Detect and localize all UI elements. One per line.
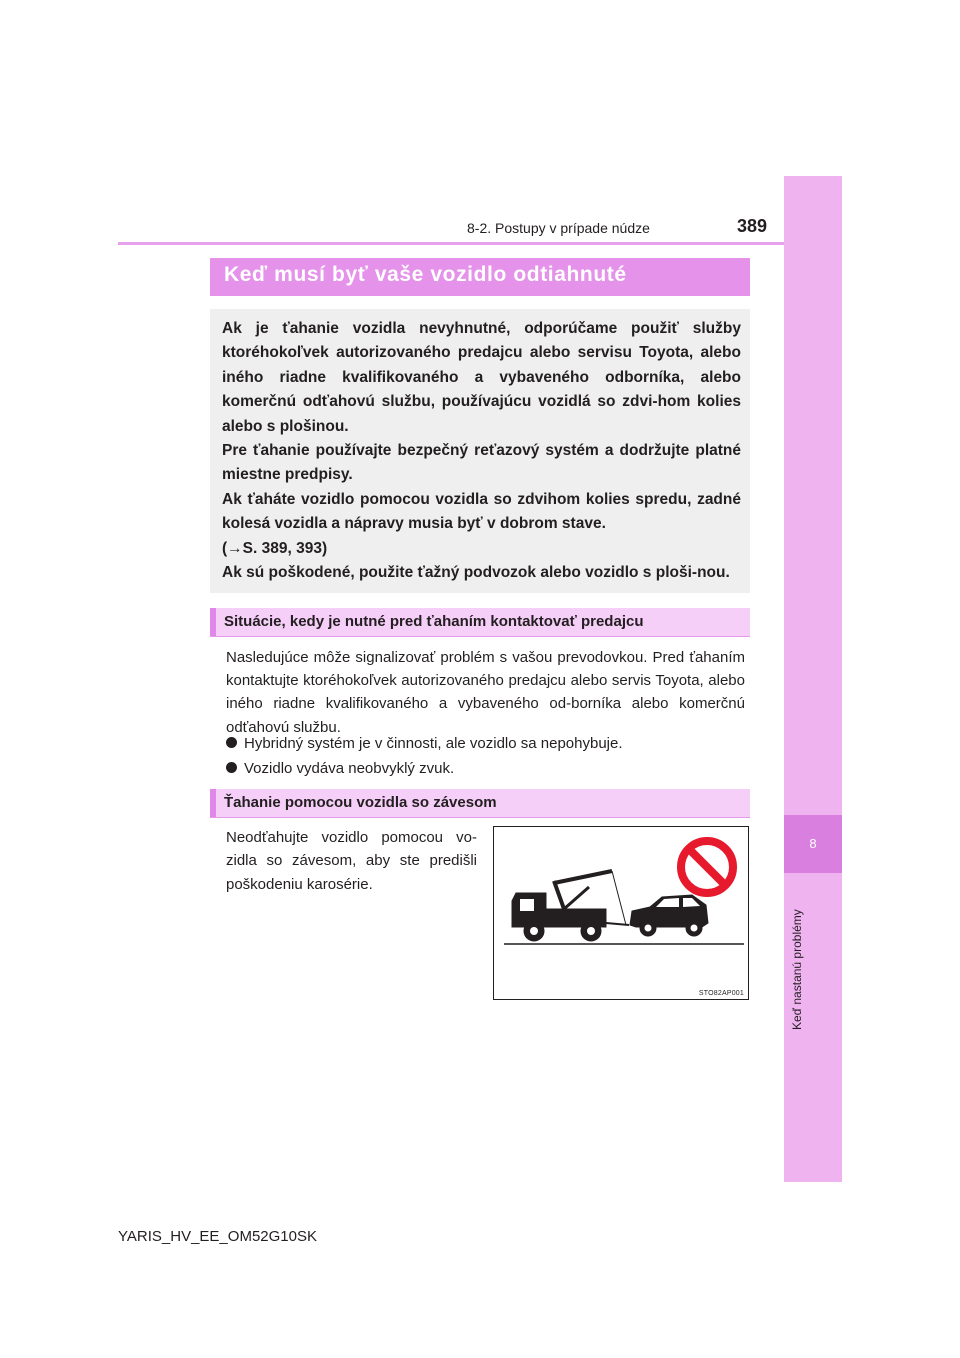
subsection-title: Ťahanie pomocou vozidla so závesom bbox=[224, 794, 497, 811]
chapter-label: Keď nastanú problémy bbox=[790, 909, 804, 1030]
car-icon bbox=[630, 895, 708, 936]
document-code: YARIS_HV_EE_OM52G10SK bbox=[118, 1228, 317, 1245]
page-number: 389 bbox=[737, 216, 768, 236]
subsection-heading-dealer bbox=[210, 608, 750, 637]
subsection-marker bbox=[210, 608, 216, 636]
tow-truck-icon bbox=[512, 871, 629, 941]
subsection-title: Situácie, kedy je nutné pred ťahaním kontaktovať predajcu bbox=[224, 613, 644, 630]
subsection-marker bbox=[210, 789, 216, 817]
intro-box bbox=[210, 309, 750, 593]
bullet-item bbox=[226, 760, 454, 777]
bullet-icon bbox=[226, 762, 237, 773]
section-title-bar bbox=[210, 258, 750, 296]
bullet-icon bbox=[226, 737, 237, 748]
intro-paragraph: Ak je ťahanie vozidla nevyhnutné, odporúčame použiť služby ktoréhokoľvek autorizovaného predajcu alebo servisu Toyota, alebo iného riadne kvalifikovaného a vybaveného odborníka, alebo komerčnú odťahovú službu, používajúcu vozidlá so zdvi-hom kolies alebo s plošinou. bbox=[222, 320, 741, 435]
bullet-text: Hybridný systém je v činnosti, ale vozidlo sa nepohybuje. bbox=[244, 735, 623, 752]
intro-text bbox=[222, 317, 741, 585]
section-title: Keď musí byť vaše vozidlo odtiahnuté bbox=[224, 263, 627, 286]
tow-warning-text: Neodťahujte vozidlo pomocou vo-zidla so závesom, aby ste predišli poškodeniu karosérie. bbox=[226, 829, 477, 893]
tow-truck-drawing bbox=[494, 827, 750, 1001]
sling-tow-illustration bbox=[493, 826, 749, 1000]
bullet-item bbox=[226, 735, 623, 752]
intro-paragraph: Ak ťaháte vozidlo pomocou vozidla so zdvihom kolies spredu, zadné kolesá vozidla a nápravy musia byť v dobrom stave. bbox=[222, 490, 741, 533]
subsection-heading-sling bbox=[210, 789, 750, 818]
chapter-number: 8 bbox=[809, 836, 817, 851]
chapter-label-container bbox=[787, 880, 803, 1040]
intro-paragraph: Pre ťahanie používajte bezpečný reťazový systém a dodržujte platné miestne predpisy. bbox=[222, 442, 741, 484]
running-header: 8-2. Postupy v prípade núdze bbox=[467, 220, 650, 236]
intro-paragraph: Ak sú poškodené, použite ťažný podvozok alebo vozidlo s ploši-nou. bbox=[222, 564, 730, 582]
prohibition-icon bbox=[681, 841, 733, 893]
header-rule bbox=[118, 242, 784, 245]
chapter-tab[interactable] bbox=[784, 815, 842, 873]
page-reference[interactable]: (→S. 389, 393) bbox=[222, 539, 328, 557]
illustration-code: STO82AP001 bbox=[698, 990, 744, 997]
body-paragraph: Nasledujúce môže signalizovať problém s vašou prevodovkou. Pred ťahaním kontaktujte ktoréhokoľvek autorizovaného predajcu alebo servis Toyota, alebo iného riadne kvalifikovaného a vybaveného od-borníka alebo komerčnú odťahovú službu. bbox=[226, 649, 745, 736]
bullet-text: Vozidlo vydáva neobvyklý zvuk. bbox=[244, 760, 455, 777]
